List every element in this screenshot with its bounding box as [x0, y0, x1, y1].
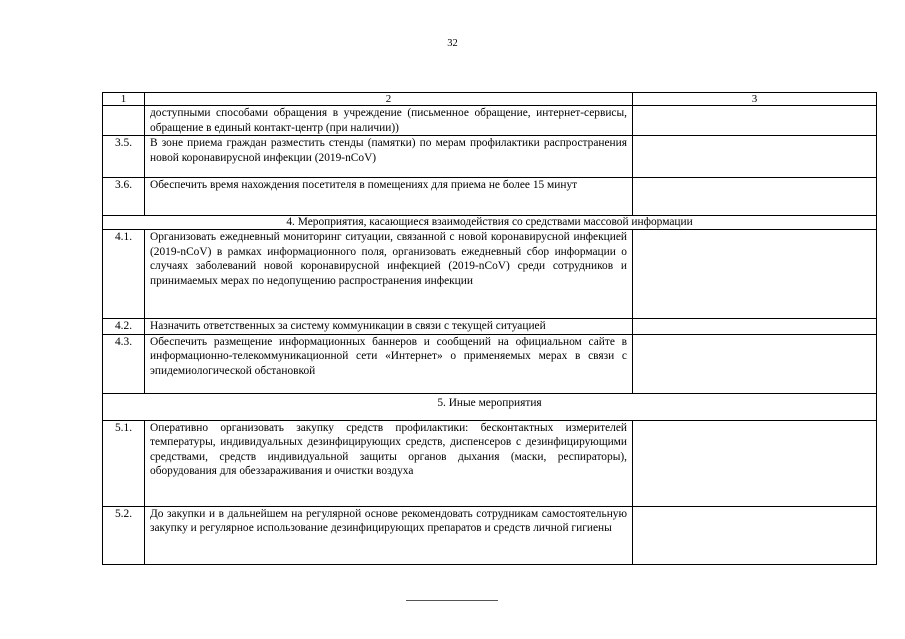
- table-row: [103, 136, 877, 178]
- row-number: 5.2.: [103, 506, 145, 564]
- section-heading: 4. Мероприятия, касающиеся взаимодействия со средствами массовой информации: [103, 216, 877, 230]
- row-text: Обеспечить время нахождения посетителя в помещениях для приема не более 15 минут: [145, 178, 633, 216]
- section-heading: 5. Иные мероприятия: [103, 393, 877, 420]
- row-number: 5.1.: [103, 420, 145, 506]
- row-number: 3.5.: [103, 136, 145, 178]
- table-row: [103, 506, 877, 564]
- row-col3: [633, 178, 877, 216]
- row-number: 4.2.: [103, 319, 145, 335]
- column-header-1: 1: [103, 93, 145, 106]
- row-text: доступными способами обращения в учреждение (письменное обращение, интернет-сервисы, обращение в единый контакт-центр (при наличии)): [145, 106, 633, 136]
- row-col3: [633, 334, 877, 393]
- row-col3: [633, 106, 877, 136]
- page-number: 32: [447, 38, 458, 49]
- table-row: [103, 178, 877, 216]
- measures-table: [102, 92, 877, 565]
- row-text: Организовать ежедневный мониторинг ситуации, связанной с новой коронавирусной инфекцией (2019-nCoV) в рамках информационного поля, организовать ежедневный сбор информации о случаях заболеваний новой коронавирусной инфекцией (2019-nCoV) среди сотрудников и принимаемых мерах по недопущению распространения инфекции: [145, 230, 633, 319]
- row-col3: [633, 230, 877, 319]
- row-text: Назначить ответственных за систему коммуникации в связи с текущей ситуацией: [145, 319, 633, 335]
- table-row: [103, 420, 877, 506]
- footnote-separator: [406, 600, 498, 601]
- section-row: [103, 216, 877, 230]
- row-number: [103, 106, 145, 136]
- section-row: [103, 393, 877, 420]
- table-row: [103, 319, 877, 335]
- row-number: 3.6.: [103, 178, 145, 216]
- table-row: [103, 106, 877, 136]
- column-header-2: 2: [145, 93, 633, 106]
- row-text: Оперативно организовать закупку средств профилактики: бесконтактных измерителей температуры, индивидуальных дезинфицирующих средств, диспенсеров с дезинфицирующими средствами, средств индивидуальной защиты органов дыхания (маски, респираторы), оборудования для обеззараживания и очистки воздуха: [145, 420, 633, 506]
- row-col3: [633, 136, 877, 178]
- row-text: В зоне приема граждан разместить стенды (памятки) по мерам профилактики распространения новой коронавирусной инфекции (2019-nCoV): [145, 136, 633, 178]
- row-number: 4.3.: [103, 334, 145, 393]
- table-row: [103, 334, 877, 393]
- row-number: 4.1.: [103, 230, 145, 319]
- row-col3: [633, 506, 877, 564]
- row-col3: [633, 319, 877, 335]
- row-text: До закупки и в дальнейшем на регулярной основе рекомендовать сотрудникам самостоятельную закупку и регулярное использование дезинфицирующих препаратов и средств личной гигиены: [145, 506, 633, 564]
- row-col3: [633, 420, 877, 506]
- row-text: Обеспечить размещение информационных баннеров и сообщений на официальном сайте в информационно-телекоммуникационной сети «Интернет» о применяемых мерах в связи с эпидемиологической обстановкой: [145, 334, 633, 393]
- table-header-row: [103, 93, 877, 106]
- column-header-3: 3: [633, 93, 877, 106]
- table-row: [103, 230, 877, 319]
